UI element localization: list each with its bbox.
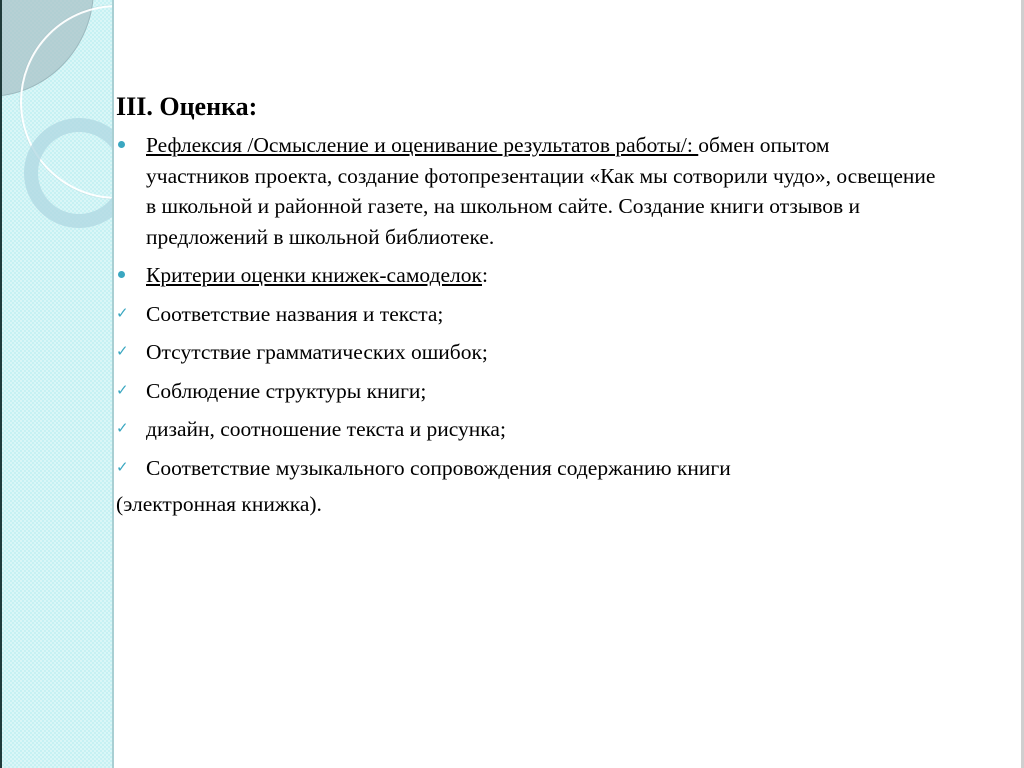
- bullet-dot-icon: [118, 141, 125, 148]
- bullet-underlined-label: Критерии оценки книжек-самоделок: [146, 263, 482, 287]
- checklist-item: [116, 453, 936, 484]
- bullet-criteria: [116, 260, 936, 291]
- check-icon: ✓: [116, 380, 129, 399]
- check-icon: ✓: [116, 303, 129, 322]
- bullet-dot-icon: [118, 271, 125, 278]
- bullet-text: обмен опытом участников проекта, создание фотопрезентации «Как мы сотворили чудо», освещение в школьной и районной газете, на школьном сайте. Создание книги отзывов и предложений в школьной библиотеке.: [146, 133, 936, 249]
- slide-title: III. Оценка:: [116, 92, 258, 121]
- checklist-item: [116, 337, 936, 368]
- checklist-item: [116, 414, 936, 445]
- decorative-sidebar: [2, 0, 112, 768]
- slide-content: [116, 88, 936, 520]
- check-icon: ✓: [116, 342, 129, 360]
- trailing-text: (электронная книжка).: [116, 492, 322, 516]
- checklist-item-text: дизайн, соотношение текста и рисунка;: [146, 417, 506, 441]
- checklist-item-text: Соответствие названия и текста;: [146, 301, 444, 326]
- bullet-text: :: [481, 263, 488, 287]
- checklist-item-text: Отсутствие грамматических ошибок;: [146, 340, 488, 364]
- bullet-underlined-label: Рефлексия /Осмысление и оценивание результатов работы/:: [146, 133, 699, 157]
- check-icon: ✓: [116, 457, 129, 476]
- slide-left-border: [0, 0, 2, 768]
- checklist-item: [116, 376, 936, 407]
- bullet-reflection: [116, 130, 936, 252]
- check-icon: ✓: [116, 419, 129, 437]
- checklist-item: [116, 299, 936, 330]
- checklist-item-text: Соответствие музыкального сопровождения содержанию книги: [146, 455, 731, 480]
- checklist-item-text: Соблюдение структуры книги;: [146, 378, 427, 403]
- sidebar-divider: [112, 0, 114, 768]
